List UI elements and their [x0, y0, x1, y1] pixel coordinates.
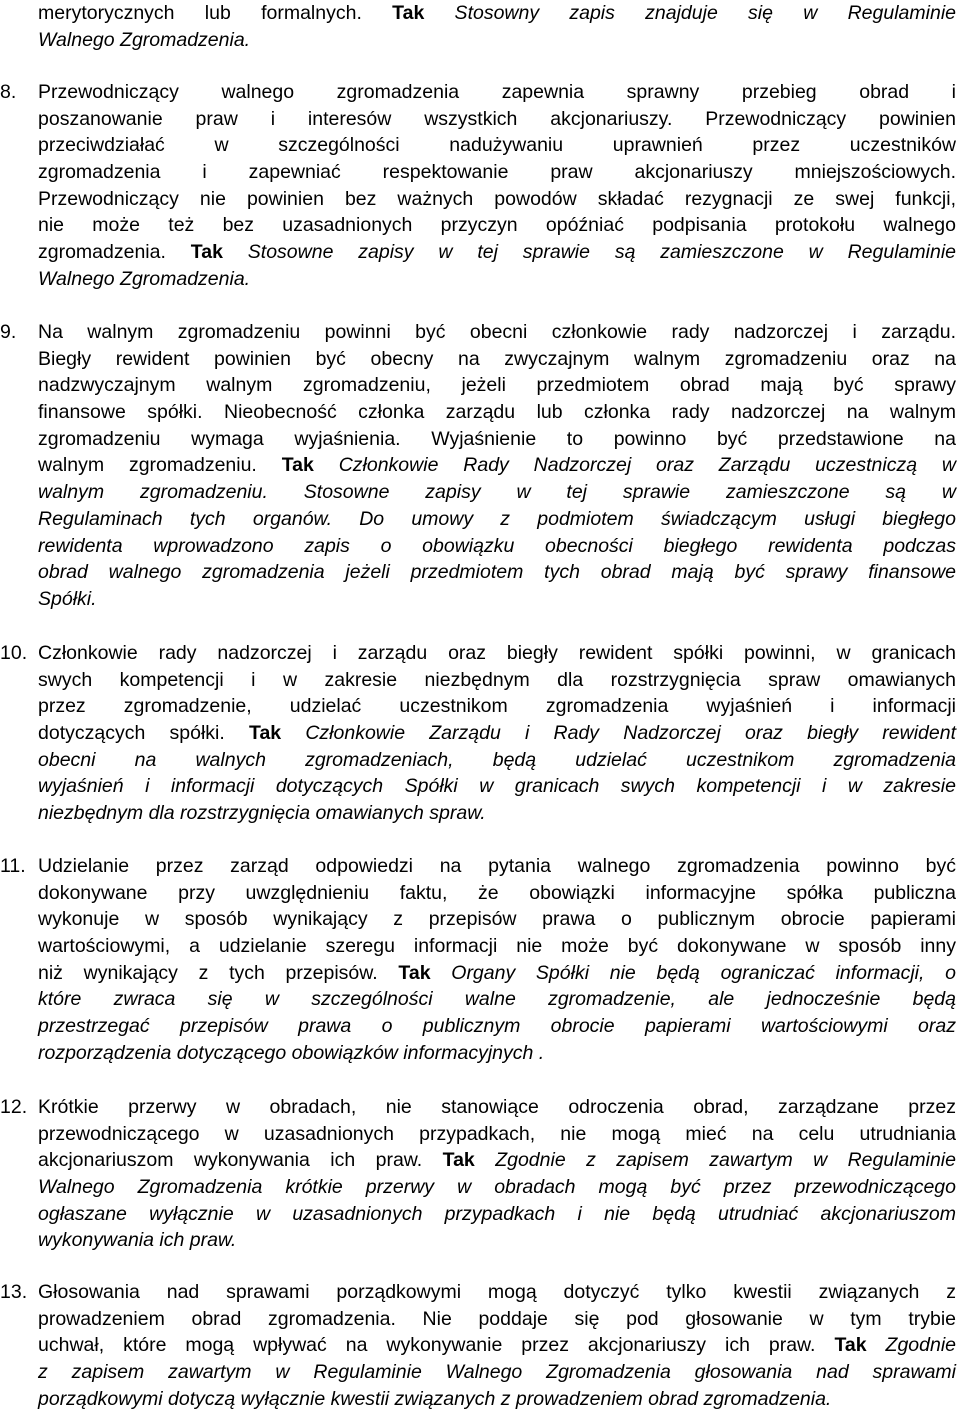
- comment-text: Walnego Zgromadzenia.: [38, 28, 251, 51]
- text-line: [38, 747, 956, 774]
- comment-text: Walnego Zgromadzenia krótkie przerwy w obradach mogą być przez przewodniczącego: [38, 1176, 956, 1199]
- body-text: dotyczących spółki.: [38, 722, 249, 745]
- comment-text: walnym zgromadzeniu. Stosowne zapisy w tej sprawie zamieszczone są w: [38, 481, 956, 504]
- comment-text: Stosowne zapisy w tej sprawie są zamieszczone w Regulaminie: [222, 241, 956, 264]
- comment-text: rozporządzenia dotyczącego obowiązków informacyjnych .: [38, 1041, 545, 1064]
- list-item: [0, 0, 960, 53]
- text-line: [38, 132, 956, 159]
- text-line: [38, 773, 956, 800]
- comment-text: ogłaszane wyłącznie w uzasadnionych przypadkach i nie będą utrudniać akcjonariuszom: [38, 1202, 956, 1225]
- comment-text: wyjaśnień i informacji dotyczących Spółki w granicach swych kompetencji i w zakresie: [38, 775, 956, 798]
- text-line: [38, 586, 956, 613]
- text-line: [38, 800, 956, 827]
- text-line: [38, 1147, 956, 1174]
- text-line: [38, 1174, 956, 1201]
- comment-text: Regulaminach tych organów. Do umowy z podmiotem świadczącym usługi biegłego: [38, 507, 956, 530]
- list-item: [0, 1094, 960, 1254]
- list-item: [0, 853, 960, 1067]
- item-number: 9.: [0, 321, 17, 343]
- text-line: [38, 1227, 956, 1254]
- text-line: [38, 319, 956, 346]
- item-number: 12.: [0, 1096, 28, 1118]
- comment-text: Zgodnie z zapisem zawartym w Regulaminie: [474, 1149, 956, 1172]
- text-line: [38, 853, 956, 880]
- text-line: [38, 986, 956, 1013]
- comment-text: rewidenta wprowadzono zapis o obowiązku obecności biegłego rewidenta podczas: [38, 534, 956, 557]
- comment-text: Zgodnie: [866, 1334, 957, 1357]
- list-item: [0, 1279, 960, 1412]
- list-item: [0, 319, 960, 613]
- body-text: nadzwyczajnym walnym zgromadzeniu, jeżeli przedmiotem obrad mają być sprawy: [38, 374, 956, 397]
- body-text: dokonywane przy uwzględnieniu faktu, że obowiązki informacyjne spółka publiczna: [38, 881, 956, 904]
- comment-text: wykonywania ich praw.: [38, 1229, 237, 1252]
- body-text: niż wynikający z tych przepisów.: [38, 961, 399, 984]
- text-line: [38, 186, 956, 213]
- body-text: Członkowie rady nadzorczej i zarządu oraz biegły rewident spółki powinni, w granicach: [38, 642, 956, 664]
- text-line: [38, 79, 956, 106]
- body-text: Przewodniczący walnego zgromadzenia zapewnia sprawny przebieg obrad i: [38, 81, 956, 103]
- body-text: Na walnym zgromadzeniu powinni być obecni członkowie rady nadzorczej i zarządu.: [38, 321, 956, 343]
- body-text: uchwał, które mogą wpływać na wykonywanie przez akcjonariuszy ich praw.: [38, 1334, 835, 1357]
- comment-text: przestrzegać przepisów prawa o publicznym obrocie papierami wartościowymi oraz: [38, 1015, 956, 1038]
- text-line: [38, 159, 956, 186]
- text-line: [38, 0, 956, 27]
- text-line: [38, 960, 956, 987]
- body-text: przez zgromadzenie, udzielać uczestnikom zgromadzenia wyjaśnień i informacji: [38, 695, 956, 718]
- text-line: [38, 212, 956, 239]
- text-line: [38, 1121, 956, 1148]
- comment-text: niezbędnym dla rozstrzygnięcia omawianych spraw.: [38, 802, 486, 825]
- text-line: [38, 1279, 956, 1306]
- text-line: [38, 479, 956, 506]
- status-label: Tak: [281, 454, 314, 477]
- comment-text: z zapisem zawartym w Regulaminie Walnego Zgromadzenia głosowania nad sprawami: [38, 1361, 956, 1384]
- text-line: [38, 106, 956, 133]
- body-text: poszanowanie praw i interesów wszystkich akcjonariuszy. Przewodniczący powinien: [38, 107, 956, 130]
- status-label: Tak: [392, 2, 425, 24]
- body-text: prowadzeniem obrad zgromadzenia. Nie poddaje się pod głosowanie w tym trybie: [38, 1307, 956, 1330]
- text-line: [38, 640, 956, 667]
- text-line: [38, 880, 956, 907]
- text-line: [38, 266, 956, 293]
- body-text: Przewodniczący nie powinien bez ważnych powodów składać rezygnacji ze swej funkcji,: [38, 187, 956, 210]
- text-line: [38, 906, 956, 933]
- text-line: [38, 1040, 956, 1067]
- text-line: [38, 239, 956, 266]
- body-text: Głosowania nad sprawami porządkowymi mogą dotyczyć tylko kwestii związanych z: [38, 1281, 956, 1303]
- comment-text: porządkowymi dotyczą wyłącznie kwestii związanych z prowadzeniem obrad zgromadzenia.: [38, 1387, 832, 1410]
- body-text: zgromadzeniu wymaga wyjaśnienia. Wyjaśnienie to powinno być przedstawione na: [38, 427, 956, 450]
- text-line: [38, 667, 956, 694]
- status-label: Tak: [398, 961, 431, 984]
- text-line: [38, 533, 956, 560]
- text-line: [38, 720, 956, 747]
- item-number: 13.: [0, 1281, 28, 1303]
- body-text: nie może też bez uzasadnionych przyczyn opóźniać podpisania protokołu walnego: [38, 214, 956, 237]
- body-text: merytorycznych lub formalnych.: [38, 2, 393, 24]
- text-line: [38, 1201, 956, 1228]
- body-text: Udzielanie przez zarząd odpowiedzi na pytania walnego zgromadzenia powinno być: [38, 855, 956, 877]
- text-line: [38, 346, 956, 373]
- text-line: [38, 27, 956, 54]
- comment-text: Organy Spółki nie będą ograniczać informacji, o: [430, 961, 956, 984]
- text-line: [38, 372, 956, 399]
- comment-text: Członkowie Zarządu i Rady Nadzorczej oraz biegły rewident: [281, 722, 956, 745]
- body-text: przewodniczącego w uzasadnionych przypadkach, nie mogą mieć na celu utrudniania: [38, 1122, 956, 1145]
- list-item: [0, 79, 960, 293]
- comment-text: Spółki.: [38, 587, 97, 610]
- status-label: Tak: [834, 1334, 867, 1357]
- status-label: Tak: [248, 722, 282, 745]
- list-item: [0, 640, 960, 827]
- text-line: [38, 559, 956, 586]
- text-line: [38, 506, 956, 533]
- text-line: [38, 1306, 956, 1333]
- item-number: 11.: [0, 855, 26, 877]
- body-text: wykonuje w sposób wynikający z przepisów prawa o publicznym obrocie papierami: [38, 908, 956, 931]
- body-text: wartościowymi, a udzielanie szeregu informacji nie może być dokonywane w sposób inny: [38, 935, 956, 958]
- body-text: Biegły rewident powinien być obecny na zwyczajnym walnym zgromadzeniu oraz na: [38, 347, 956, 370]
- text-line: [38, 1332, 956, 1359]
- comment-text: obecni na walnych zgromadzeniach, będą udzielać uczestnikom zgromadzenia: [38, 748, 956, 771]
- comment-text: Walnego Zgromadzenia.: [38, 267, 251, 290]
- body-text: akcjonariuszom wykonywania ich praw.: [38, 1149, 443, 1172]
- body-text: swych kompetencji i w zakresie niezbędnym dla rozstrzygnięcia spraw omawianych: [38, 668, 956, 691]
- comment-text: które zwraca się w szczególności walne zgromadzenie, ale jednocześnie będą: [38, 988, 956, 1011]
- text-line: [38, 933, 956, 960]
- text-line: [38, 1013, 956, 1040]
- comment-text: obrad walnego zgromadzenia jeżeli przedmiotem tych obrad mają być sprawy finansowe: [38, 561, 956, 584]
- text-line: [38, 693, 956, 720]
- body-text: zgromadzenia i zapewniać respektowanie praw akcjonariuszy mniejszościowych.: [38, 161, 956, 184]
- text-line: [38, 426, 956, 453]
- status-label: Tak: [190, 241, 223, 264]
- body-text: Krótkie przerwy w obradach, nie stanowiące odroczenia obrad, zarządzane przez: [38, 1096, 956, 1118]
- text-line: [38, 1386, 956, 1413]
- comment-text: Stosowny zapis znajduje się w Regulaminie: [424, 2, 956, 24]
- body-text: finansowe spółki. Nieobecność członka zarządu lub członka rady nadzorczej na walnym: [38, 401, 956, 424]
- text-line: [38, 1094, 956, 1121]
- text-line: [38, 399, 956, 426]
- item-number: 10.: [0, 642, 28, 664]
- text-line: [38, 1359, 956, 1386]
- item-number: 8.: [0, 81, 17, 103]
- status-label: Tak: [442, 1149, 475, 1172]
- comment-text: Członkowie Rady Nadzorczej oraz Zarządu uczestniczą w: [313, 454, 956, 477]
- text-line: [38, 452, 956, 479]
- body-text: walnym zgromadzeniu.: [38, 454, 282, 477]
- body-text: przeciwdziałać w szczególności nadużywaniu uprawnień przez uczestników: [38, 134, 956, 157]
- body-text: zgromadzenia.: [38, 241, 191, 264]
